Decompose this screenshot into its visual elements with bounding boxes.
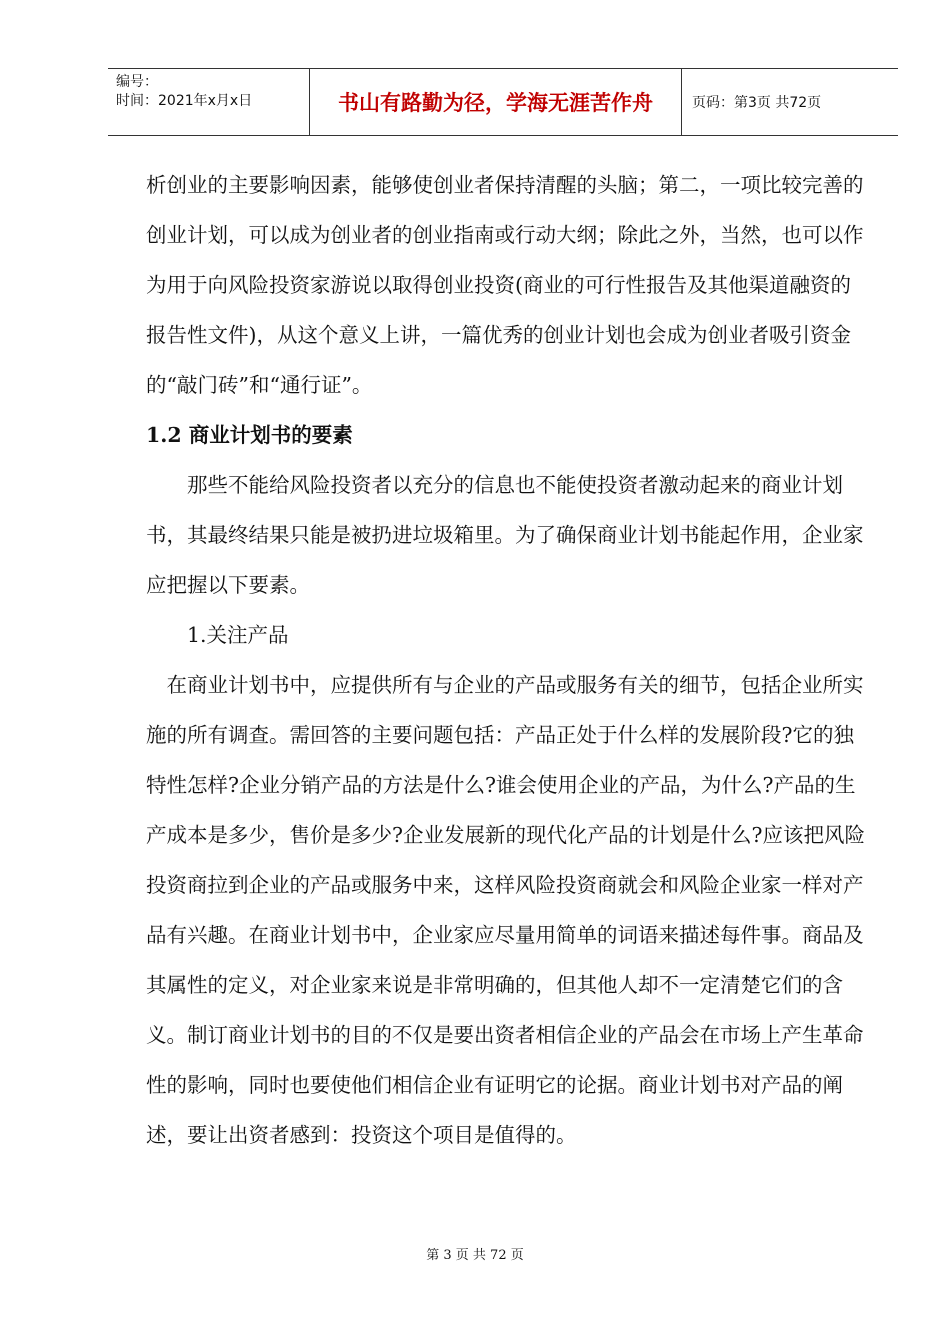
paragraph-continuation: 析创业的主要影响因素，能够使创业者保持清醒的头脑；第二，一项比较完善的创业计划，可以成为创业者的创业指南或行动大纲；除此之外，当然，也可以作为用于向风险投资家游说以取得创业投资(商业的可行性报告及其他渠道融资的报告性文件)，从这个意义上讲，一篇优秀的创业计划也会成为创业者吸引资金的“敲门砖”和“通行证”。: [146, 173, 864, 397]
document-body: [146, 160, 866, 1160]
paragraph-elements-intro: 那些不能给风险投资者以充分的信息也不能使投资者激动起来的商业计划书，其最终结果只能是被扔进垃圾箱里。为了确保商业计划书能起作用，企业家应把握以下要素。: [146, 473, 864, 597]
header-meta: [108, 69, 310, 135]
header-page-info: 页码：第3页 共72页: [692, 95, 822, 111]
document-time-label: 时间：2021年x月x日: [116, 93, 253, 109]
page-header: [108, 68, 898, 136]
paragraph-product-details: 在商业计划书中，应提供所有与企业的产品或服务有关的细节，包括企业所实施的所有调查。需回答的主要问题包括：产品正处于什么样的发展阶段?它的独特性怎样?企业分销产品的方法是什么?谁会使用企业的产品，为什么?产品的生产成本是多少，售价是多少?企业发展新的现代化产品的计划是什么?应该把风险投资商拉到企业的产品或服务中来，这样风险投资商就会和风险企业家一样对产品有兴趣。在商业计划书中，企业家应尽量用简单的词语来描述每件事。商品及其属性的定义，对企业家来说是非常明确的，但其他人却不一定清楚它们的含义。制订商业计划书的目的不仅是要出资者相信企业的产品会在市场上产生革命性的影响，同时也要使他们相信企业有证明它的论据。商业计划书对产品的阐述，要让出资者感到：投资这个项目是值得的。: [146, 673, 865, 1147]
section-heading: 1.2 商业计划书的要素: [146, 423, 353, 447]
header-motto: 书山有路勤为径，学海无涯苦作舟: [310, 69, 682, 135]
list-item-focus-product: 1.关注产品: [187, 623, 289, 647]
document-number-label: 编号：: [116, 74, 158, 90]
page-footer: 第 3 页 共 72 页: [426, 1248, 524, 1263]
